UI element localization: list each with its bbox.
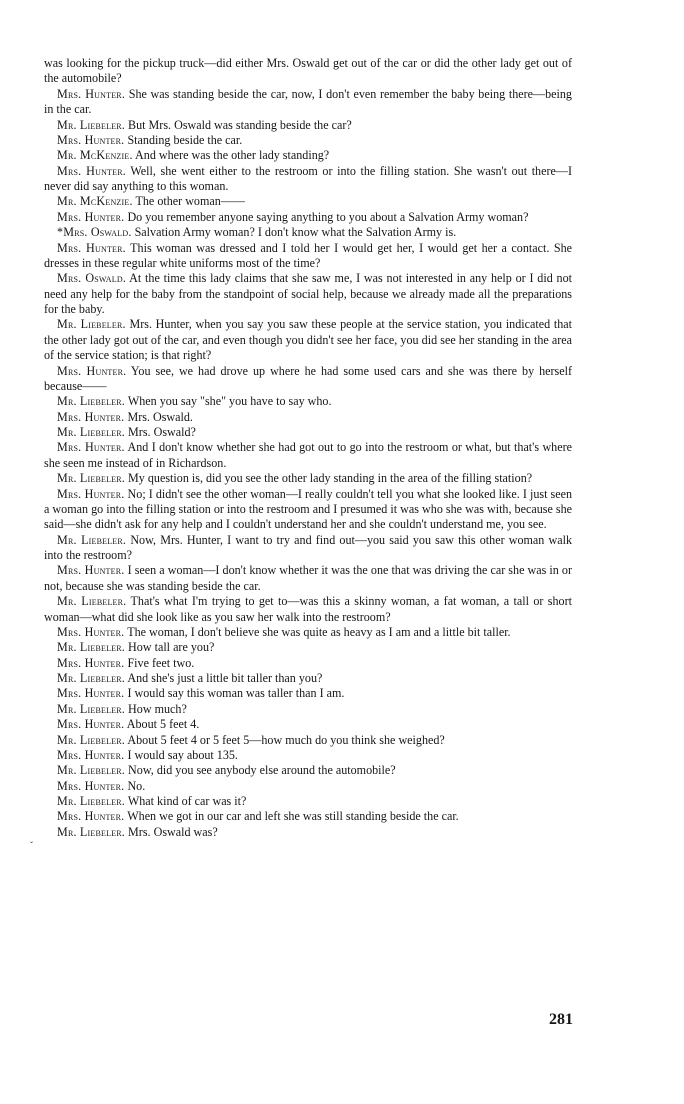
speech-text: When we got in our car and left she was still standing beside the car. (124, 809, 459, 824)
testimony-paragraph (44, 317, 572, 363)
speaker-label: Mr. Liebeler. (57, 732, 126, 747)
speaker-label: Mrs. Hunter. (57, 363, 127, 378)
speaker-label: Mrs. Hunter. (57, 163, 126, 178)
speech-text: I seen a woman—I don't know whether it was the one that was driving the car she was in or not, because she was standing beside the car. (44, 563, 572, 593)
speaker-label: Mrs. Hunter. (57, 655, 125, 670)
speaker-label: Mrs. Hunter. (57, 409, 125, 424)
speaker-label: Mrs. Hunter. (57, 686, 125, 701)
speaker-label: Mr. Liebeler. (57, 640, 126, 655)
testimony-paragraph (44, 594, 572, 625)
speaker-label: Mr. Liebeler. (57, 425, 126, 439)
testimony-paragraph (44, 702, 572, 717)
speech-text: And I don't know whether she had got out to go into the restroom or what, but that's where she seen me instead of in Richardson. (44, 440, 572, 470)
speaker-label: Mrs. Hunter. (57, 563, 125, 578)
speaker-label: Mr. McKenzie. (57, 148, 133, 163)
testimony-paragraph (44, 533, 572, 564)
testimony-paragraph (44, 794, 572, 809)
speaker-label: Mrs. Hunter. (57, 717, 125, 732)
speech-text: Now, Mrs. Hunter, I want to try and find out—you said you saw this other woman walk into the restroom? (44, 532, 573, 562)
speech-text: Mrs. Oswald? (125, 425, 196, 439)
speaker-label: Mr. Liebeler. (57, 471, 126, 486)
testimony-paragraph (44, 671, 572, 686)
testimony-paragraph (44, 133, 572, 148)
speech-text: was looking for the pickup truck—did either Mrs. Oswald get out of the car or did the other lady get out of the automobile? (44, 56, 572, 86)
speaker-label: Mrs. Hunter. (57, 486, 125, 501)
testimony-paragraph (44, 364, 572, 395)
speech-text: About 5 feet 4 or 5 feet 5—how much do you think she weighed? (125, 732, 445, 747)
speaker-label: Mr. Liebeler. (57, 701, 126, 716)
testimony-paragraph (44, 748, 572, 763)
stray-print-mark: ˇ (30, 840, 33, 850)
speaker-label: *Mrs. Oswald. (57, 225, 132, 240)
speech-text: I would say about 135. (124, 747, 238, 762)
testimony-paragraph (44, 241, 572, 272)
speaker-label: Mr. Liebeler. (57, 532, 127, 547)
speech-text: Mrs. Oswald. (124, 409, 193, 424)
speech-text: She was standing beside the car, now, I don't even remember the baby being there—being in the car. (44, 86, 572, 117)
speaker-label: Mrs. Hunter. (57, 440, 125, 455)
testimony-paragraph (44, 410, 572, 425)
testimony-paragraph (44, 394, 572, 409)
speech-text: About 5 feet 4. (124, 717, 200, 732)
speaker-label: Mr. McKenzie. (57, 194, 133, 209)
speech-text: This woman was dressed and I told her I would get her, I would get her a contact. She dresses in these regular white uniforms most of the time? (44, 240, 572, 270)
speech-text: How tall are you? (125, 640, 215, 655)
speech-text: Well, she went either to the restroom or into the filling station. She wasn't out there—I never did say anything to this woman. (44, 163, 572, 193)
speech-text: At the time this lady claims that she saw me, I was not interested in any help or I did not need any help for the baby from the standpoint of social help, because we already made all the preparations for the baby. (44, 271, 572, 316)
speech-text: Now, did you see anybody else around the automobile? (125, 763, 396, 778)
speaker-label: Mrs. Hunter. (57, 624, 125, 639)
page-number: 281 (549, 1011, 573, 1028)
speaker-label: Mr. Liebeler. (57, 117, 126, 132)
speech-text: Standing beside the car. (124, 132, 243, 147)
speech-text: Mrs. Oswald was? (125, 824, 218, 839)
testimony-paragraph (44, 471, 572, 486)
speech-text: That's what I'm trying to get to—was this a skinny woman, a fat woman, a tall or short woman—what did she look like as you saw her walk into the restroom? (44, 594, 572, 624)
speech-text: No. (124, 778, 146, 793)
testimony-paragraph (44, 763, 572, 778)
speech-text: Do you remember anyone saying anything to you about a Salvation Army woman? (124, 209, 529, 224)
speaker-label: Mr. Liebeler. (57, 824, 126, 839)
testimony-paragraph (44, 118, 572, 133)
testimony-paragraph (44, 440, 572, 471)
speaker-label: Mrs. Hunter. (57, 747, 125, 762)
testimony-paragraphs (44, 56, 572, 840)
testimony-paragraph (44, 733, 572, 748)
speech-text: My question is, did you see the other lady standing in the area of the filling station? (125, 471, 533, 486)
speaker-label: Mr. Liebeler. (57, 594, 127, 609)
testimony-paragraph (44, 779, 572, 794)
testimony-paragraph (44, 210, 572, 225)
testimony-paragraph (44, 56, 572, 87)
speech-text: And where was the other lady standing? (132, 148, 330, 163)
testimony-paragraph (44, 563, 572, 594)
testimony-paragraph (44, 656, 572, 671)
speech-text: What kind of car was it? (125, 794, 247, 808)
testimony-paragraph (44, 640, 572, 655)
speaker-label: Mrs. Oswald. (57, 271, 127, 286)
speaker-label: Mr. Liebeler. (57, 317, 126, 332)
speaker-label: Mr. Liebeler. (57, 794, 126, 808)
testimony-paragraph (44, 194, 572, 209)
testimony-paragraph (44, 625, 572, 640)
speech-text: Mrs. Hunter, when you say you saw these people at the service station, you indicated that the other lady got out of the car, and even though you didn't see her face, you did see her standing in the area of the service station; is that right? (44, 317, 572, 363)
speech-text: Salvation Army woman? I don't know what the Salvation Army is. (131, 225, 457, 240)
speaker-label: Mr. Liebeler. (57, 671, 126, 685)
speech-text: The woman, I don't believe she was quite as heavy as I am and a little bit taller. (124, 624, 511, 639)
speaker-label: Mrs. Hunter. (57, 209, 125, 224)
speaker-label: Mrs. Hunter. (57, 778, 125, 793)
speaker-label: Mr. Liebeler. (57, 763, 126, 778)
speech-text: I would say this woman was taller than I am. (124, 686, 345, 701)
speech-text: The other woman—— (132, 194, 245, 209)
testimony-paragraph (44, 809, 572, 824)
speaker-label: Mrs. Hunter. (57, 240, 126, 255)
testimony-paragraph (44, 271, 572, 317)
speech-text: How much? (125, 701, 187, 716)
speech-text: No; I didn't see the other woman—I really couldn't tell you what she looked like. I just seen a woman go into the filling station or into the restroom and I presumed it was who she was with, because she said—she didn't ask for any help and I couldn't understand her and she couldn't understand me, you see. (44, 486, 572, 532)
testimony-paragraph (44, 87, 572, 118)
testimony-paragraph (44, 825, 572, 840)
speaker-label: Mrs. Hunter. (57, 132, 125, 147)
testimony-paragraph (44, 164, 572, 195)
testimony-paragraph (44, 425, 572, 440)
speech-text: Five feet two. (124, 655, 195, 670)
testimony-paragraph (44, 148, 572, 163)
testimony-paragraph (44, 686, 572, 701)
speaker-label: Mrs. Hunter. (57, 86, 126, 101)
transcript-body (44, 56, 572, 840)
speech-text: But Mrs. Oswald was standing beside the car? (125, 117, 352, 132)
testimony-paragraph (44, 717, 572, 732)
speech-text: When you say "she" you have to say who. (125, 394, 332, 409)
speaker-label: Mr. Liebeler. (57, 394, 126, 409)
speech-text: And she's just a little bit taller than you? (125, 671, 323, 685)
speech-text: You see, we had drove up where he had some used cars and she was there by herself because—— (44, 363, 572, 393)
testimony-paragraph (44, 487, 572, 533)
speaker-label: Mrs. Hunter. (57, 809, 125, 824)
testimony-paragraph (44, 225, 572, 240)
